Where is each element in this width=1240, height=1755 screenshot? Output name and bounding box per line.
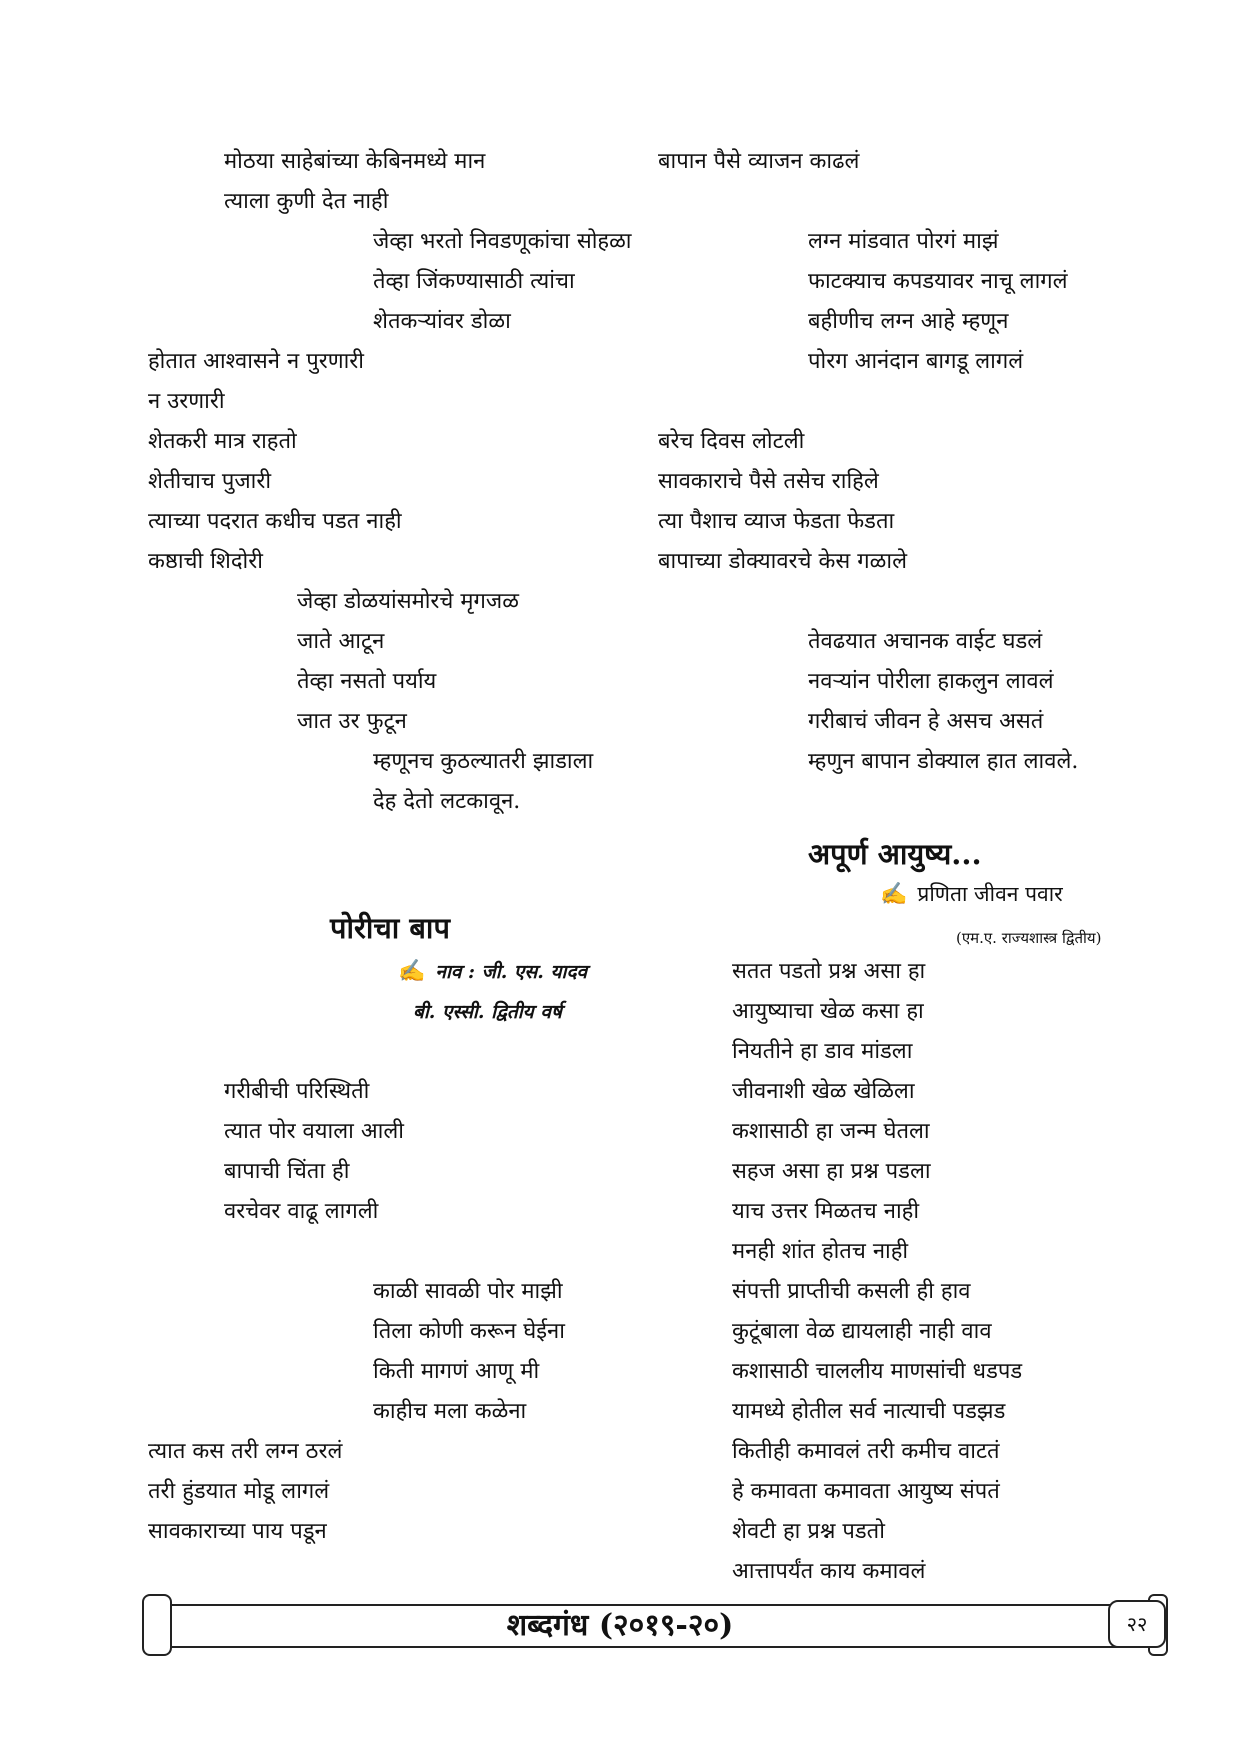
poem2-line: बापाची चिंता ही: [224, 1159, 350, 1184]
poem1-line: न उरणारी: [148, 389, 225, 414]
poem1-line: होतात आश्वासने न पुरणारी: [148, 349, 364, 374]
poem1-line: जाते आटून: [297, 629, 385, 654]
poem2-line: लग्न मांडवात पोरगं माझं: [808, 229, 999, 254]
poem2-line: किती मागणं आणू मी: [373, 1359, 540, 1384]
poem2-line: सावकाराच्या पाय पडून: [148, 1519, 327, 1544]
poem3-line: यामध्ये होतील सर्व नात्याची पडझड: [732, 1399, 1006, 1424]
poem3-line: कितीही कमावलं तरी कमीच वाटतं: [732, 1439, 1000, 1464]
poem2-line: तेवढयात अचानक वाईट घडलं: [808, 629, 1043, 654]
poem2-author: [398, 958, 587, 984]
page-number: २२: [1108, 1600, 1166, 1648]
poem1-line: जेव्हा भरतो निवडणूकांचा सोहळा: [373, 229, 632, 254]
poem1-line: शेतकऱ्यांवर डोळा: [373, 309, 511, 334]
poem2-line: त्यात पोर वयाला आली: [224, 1119, 404, 1144]
poem2-line: सावकाराचे पैसे तसेच राहिले: [658, 469, 879, 494]
poem2-line: बापान पैसे व्याजन काढलं: [658, 149, 860, 174]
poem2-line: बरेच दिवस लोटली: [658, 429, 805, 454]
poem2-author-name: नाव : जी. एस. यादव: [435, 961, 588, 983]
poem1-line: शेतीचाच पुजारी: [148, 469, 272, 494]
poem3-class: (एम.ए. राज्यशास्त्र द्वितीय): [956, 929, 1102, 947]
poem1-line: तेव्हा जिंकण्यासाठी त्यांचा: [373, 269, 575, 294]
poem1-line: मोठया साहेबांच्या केबिनमध्ये मान: [224, 149, 486, 174]
poem2-line: फाटक्याच कपडयावर नाचू लागलं: [808, 269, 1068, 294]
poem3-line: संपत्ती प्राप्तीची कसली ही हाव: [732, 1279, 971, 1304]
poem1-line: जेव्हा डोळयांसमोरचे मृगजळ: [297, 589, 519, 614]
poem2-line: त्या पैशाच व्याज फेडता फेडता: [658, 509, 895, 534]
poem3-line: कुटूंबाला वेळ द्यायलाही नाही वाव: [732, 1319, 992, 1344]
poem3-line: मनही शांत होतच नाही: [732, 1239, 909, 1264]
poem2-line: नवऱ्यांन पोरीला हाकलुन लावलं: [808, 669, 1054, 694]
poem2-line: बहीणीच लग्न आहे म्हणून: [808, 309, 1009, 334]
poem3-line: जीवनाशी खेळ खेळिला: [732, 1079, 915, 1104]
poem1-line: शेतकरी मात्र राहतो: [148, 429, 297, 454]
poem3-line: याच उत्तर मिळतच नाही: [732, 1199, 920, 1224]
poem3-line: नियतीने हा डाव मांडला: [732, 1039, 913, 1064]
poem1-line: त्याला कुणी देत नाही: [224, 189, 389, 214]
poem3-line: कशासाठी हा जन्म घेतला: [732, 1119, 930, 1144]
poem1-line: तेव्हा नसतो पर्याय: [297, 669, 437, 694]
pen-nib-icon: ✍: [398, 959, 426, 984]
poem2-title: पोरीचा बाप: [330, 911, 450, 945]
poem2-line: पोरग आनंदान बागडू लागलं: [808, 349, 1024, 374]
poem3-line: आत्तापर्यंत काय कमावलं: [732, 1559, 926, 1584]
poem2-line: गरीबाचं जीवन हे असच असतं: [808, 709, 1044, 734]
footer-title: शब्दगंध (२०१९-२०): [506, 1608, 734, 1643]
poem2-line: काळी सावळी पोर माझी: [373, 1279, 563, 1304]
poem2-line: तरी हुंडयात मोडू लागलं: [148, 1479, 330, 1504]
poem1-line: कष्ठाची शिदोरी: [148, 549, 263, 574]
poem3-line: सहज असा हा प्रश्न पडला: [732, 1159, 931, 1184]
poem2-line: तिला कोणी करून घेईना: [373, 1319, 565, 1344]
poem2-line: म्हणुन बापान डोक्याल हात लावले.: [808, 749, 1079, 774]
poem2-line: त्यात कस तरी लग्न ठरलं: [148, 1439, 343, 1464]
poem3-line: सतत पडतो प्रश्न असा हा: [732, 959, 926, 984]
poem2-class: बी. एस्सी. द्वितीय वर्ष: [413, 1001, 562, 1023]
poem3-author: [880, 880, 1063, 908]
poem3-line: कशासाठी चाललीय माणसांची धडपड: [732, 1359, 1023, 1384]
poem1-line: जात उर फुटून: [297, 709, 407, 734]
poem3-line: हे कमावता कमावता आयुष्य संपतं: [732, 1479, 1000, 1504]
poem1-line: त्याच्या पदरात कधीच पडत नाही: [148, 509, 402, 534]
poem3-line: आयुष्याचा खेळ कसा हा: [732, 999, 924, 1024]
poem2-line: काहीच मला कळेना: [373, 1399, 527, 1424]
poem2-line: वरचेवर वाढू लागली: [224, 1199, 379, 1224]
poem3-line: शेवटी हा प्रश्न पडतो: [732, 1519, 885, 1544]
poem2-line: गरीबीची परिस्थिती: [224, 1079, 370, 1104]
poem3-author-name: प्रणिता जीवन पवार: [917, 882, 1063, 906]
poem1-line: म्हणूनच कुठल्यातरी झाडाला: [373, 749, 594, 774]
poem1-line: देह देतो लटकावून.: [373, 789, 521, 814]
pen-nib-icon: ✍: [880, 882, 908, 907]
poem2-line: बापाच्या डोक्यावरचे केस गळाले: [658, 549, 907, 574]
poem3-title: अपूर्ण आयुष्य...: [808, 837, 982, 871]
